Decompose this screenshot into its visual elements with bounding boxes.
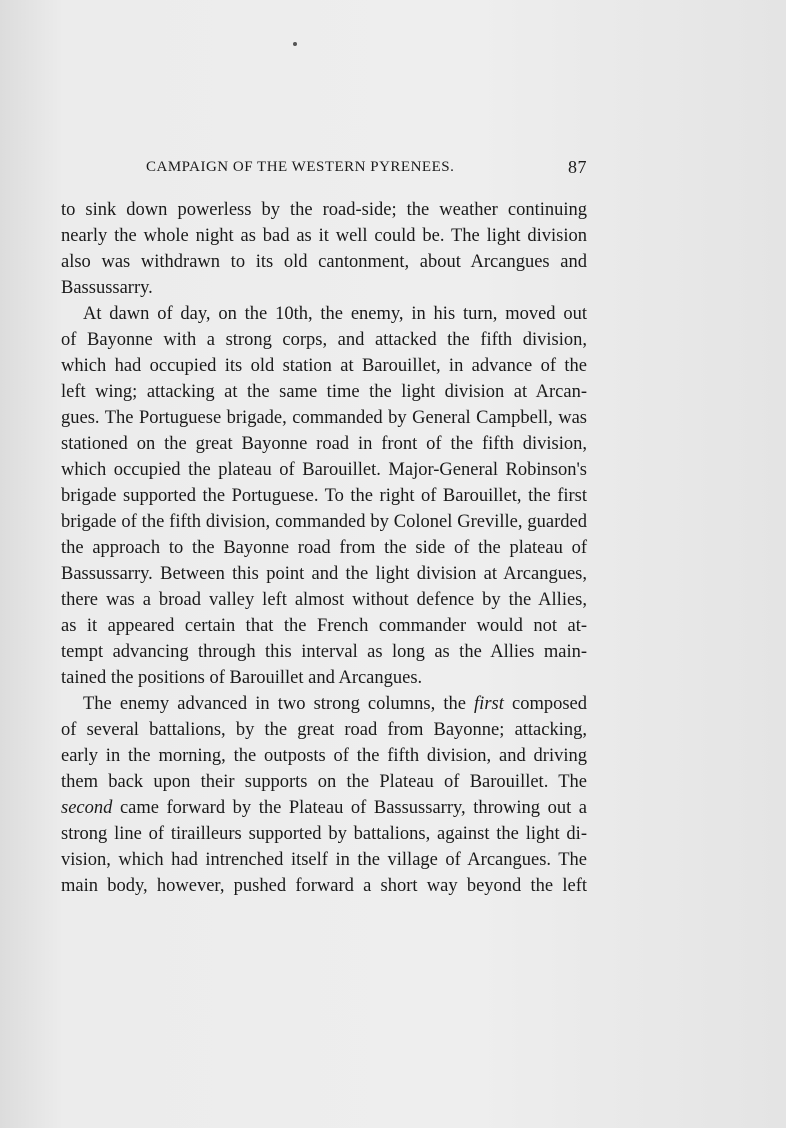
ink-speck (293, 42, 297, 46)
line-text: which occupied the plateau of Barouillet. Major-General Robinson's (61, 460, 587, 480)
line-text: tained the positions of Barouillet and Arcangues. (61, 668, 423, 688)
text-line (61, 847, 587, 873)
text-line (61, 223, 587, 249)
text-line (61, 691, 587, 717)
line-text: there was a broad valley left almost without defence by the Allies, (61, 590, 587, 610)
page-header (61, 157, 587, 181)
text-line (61, 405, 587, 431)
line-text: stationed on the great Bayonne road in front of the fifth division, (61, 434, 587, 454)
text-line (61, 873, 587, 899)
text-line (61, 353, 587, 379)
text-line (61, 431, 587, 457)
line-text: tempt advancing through this interval as long as the Allies main- (61, 642, 587, 662)
line-text: early in the morning, the outposts of the fifth division, and driving (61, 746, 587, 766)
line-text: composed (503, 694, 587, 714)
line-text: came forward by the Plateau of Bassussarry, throwing out a (112, 798, 587, 818)
text-line (61, 665, 587, 691)
line-text: the approach to the Bayonne road from the side of the plateau of (61, 538, 587, 558)
text-line (61, 301, 587, 327)
text-line (61, 275, 587, 301)
line-text: Bassussarry. (61, 278, 153, 298)
line-text: left wing; attacking at the same time the light division at Arcan- (61, 382, 587, 402)
line-text: main body, however, pushed forward a short way beyond the left (61, 876, 587, 896)
text-line (61, 509, 587, 535)
line-text: nearly the whole night as bad as it well could be. The light division (61, 226, 587, 246)
italic-word: first (474, 694, 504, 714)
text-line (61, 587, 587, 613)
text-line (61, 717, 587, 743)
text-line (61, 821, 587, 847)
text-line (61, 561, 587, 587)
text-line (61, 743, 587, 769)
line-text: Bassussarry. Between this point and the light division at Arcangues, (61, 564, 587, 584)
line-text: to sink down powerless by the road-side; the weather continuing (61, 200, 587, 220)
line-text: also was withdrawn to its old cantonment, about Arcangues and (61, 252, 587, 272)
text-line (61, 613, 587, 639)
text-line (61, 535, 587, 561)
line-text: gues. The Portuguese brigade, commanded by General Campbell, was (61, 408, 587, 428)
text-line (61, 249, 587, 275)
line-text: vision, which had intrenched itself in the village of Arcangues. The (61, 850, 587, 870)
text-line (61, 197, 587, 223)
text-line (61, 769, 587, 795)
line-text: which had occupied its old station at Barouillet, in advance of the (61, 356, 587, 376)
line-text: At dawn of day, on the 10th, the enemy, in his turn, moved out (83, 304, 587, 324)
body-text (61, 197, 587, 899)
text-line (61, 327, 587, 353)
line-text: them back upon their supports on the Plateau of Barouillet. The (61, 772, 587, 792)
text-line (61, 457, 587, 483)
line-text: The enemy advanced in two strong columns, the (83, 694, 475, 714)
text-line (61, 483, 587, 509)
running-title: CAMPAIGN OF THE WESTERN PYRENEES. (146, 159, 455, 175)
line-text: of several battalions, by the great road from Bayonne; attacking, (61, 720, 587, 740)
line-text: brigade of the fifth division, commanded by Colonel Greville, guarded (61, 512, 587, 532)
text-line (61, 379, 587, 405)
text-line (61, 639, 587, 665)
line-text: brigade supported the Portuguese. To the right of Barouillet, the first (61, 486, 587, 506)
line-text: of Bayonne with a strong corps, and attacked the fifth division, (61, 330, 587, 350)
line-text: as it appeared certain that the French commander would not at- (61, 616, 587, 636)
text-line (61, 795, 587, 821)
italic-word: second (61, 798, 113, 818)
page-number: 87 (568, 157, 587, 177)
line-text: strong line of tirailleurs supported by battalions, against the light di- (61, 824, 587, 844)
